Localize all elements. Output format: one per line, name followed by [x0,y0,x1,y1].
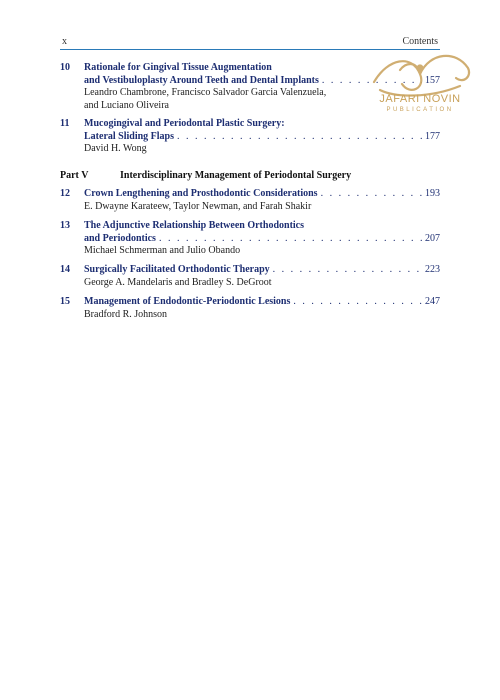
chapter-number: 15 [60,296,70,307]
chapter-number: 11 [60,118,70,129]
chapter-authors: Leandro Chambrone, Francisco Salvador Garcia Valenzuela, [84,87,327,98]
chapter-authors: Bradford R. Johnson [84,308,168,320]
chapter-title[interactable]: The Adjunctive Relationship Between Orthodontics [84,220,305,231]
chapter-authors: E. Dwayne Karateew, Taylor Newman, and Farah Shakir [84,200,312,212]
page-ref[interactable]: 223 [425,264,440,275]
chapter-authors: George A. Mandelaris and Bradley S. DeGroot [84,276,272,288]
chapter-title[interactable]: Mucogingival and Periodontal Plastic Surgery: [84,118,285,129]
chapter-number: 12 [60,188,70,199]
chapter-title[interactable]: Surgically Facilitated Orthodontic Therapy [84,264,270,275]
toc-entry-14[interactable] [60,264,440,289]
toc-entry-12[interactable] [60,188,440,213]
chapter-number: 14 [60,264,70,275]
chapter-number: 13 [60,220,70,231]
watermark-sub: PUBLICATION [386,107,454,113]
chapter-title-cont[interactable]: and Vestibuloplasty Around Teeth and Dental Implants [84,74,319,86]
chapter-title[interactable]: Management of Endodontic-Periodontic Lesions [84,296,291,307]
leader-dots [293,296,422,309]
page-ref[interactable]: 247 [425,296,440,307]
page-ref[interactable]: 207 [425,232,440,244]
toc-entry-11[interactable] [60,118,440,156]
chapter-authors-cont: and Luciano Oliveira [84,99,169,111]
running-title: Contents [402,36,438,47]
chapter-authors: David H. Wong [84,143,147,154]
chapter-title-cont[interactable]: and Periodontics [84,232,156,244]
leader-dots [177,131,422,144]
chapter-authors: Michael Schmerman and Julio Obando [84,245,241,256]
page-ref[interactable]: 193 [425,188,440,199]
chapter-title[interactable]: Rationale for Gingival Tissue Augmentation [84,62,272,73]
toc-entry-15[interactable] [60,296,440,321]
page-number: x [62,36,67,47]
part-heading [60,170,351,181]
leader-dots [159,233,422,246]
chapter-title[interactable]: Crown Lengthening and Prosthodontic Considerations [84,188,318,199]
page-ref[interactable]: 177 [425,130,440,142]
page-ref[interactable]: 157 [425,74,440,86]
part-label: Part V [60,170,89,181]
toc-entry-13[interactable] [60,220,440,258]
watermark-name: JAFARI NOVIN [379,93,461,105]
leader-dots [321,188,422,201]
chapter-title-cont[interactable]: Lateral Sliding Flaps [84,130,175,142]
leader-dots [273,264,422,277]
chapter-number: 10 [60,62,70,73]
part-title: Interdisciplinary Management of Periodontal Surgery [120,170,352,181]
